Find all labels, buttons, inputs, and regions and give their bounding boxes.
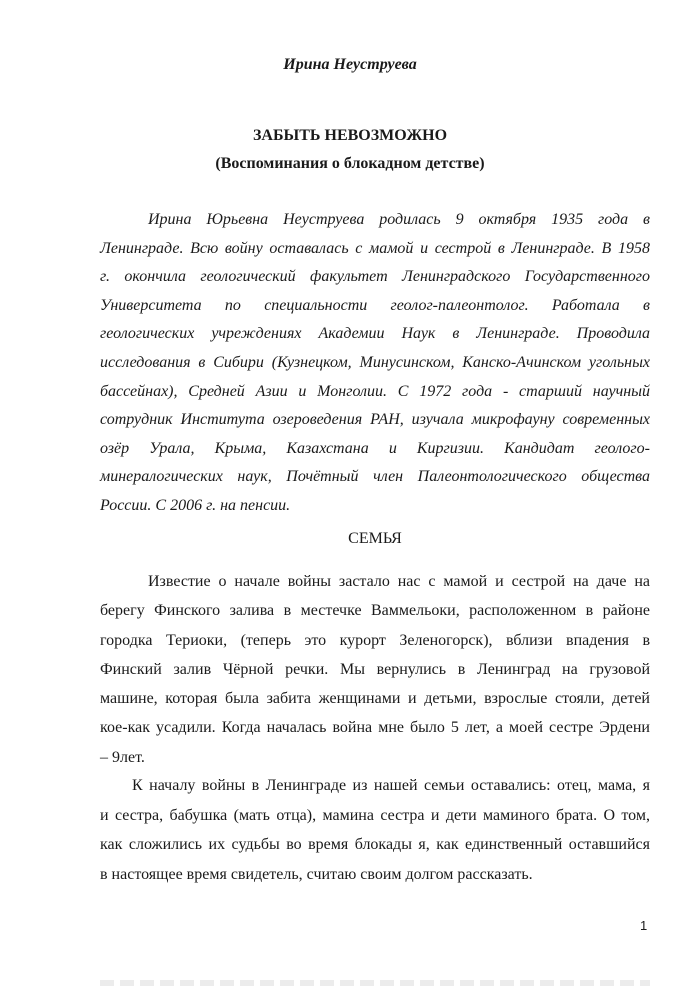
paragraph-line: Известие о начале войны застало нас с мамой и сестрой на даче на (148, 573, 650, 590)
paragraph-line: в настоящее время свидетель, считаю своим долгом рассказать. (100, 865, 533, 883)
paragraph-line: машине, которая была забита женщинами и детьми, взрослые стояли, детей (100, 690, 650, 708)
next-page-bleed (100, 980, 650, 986)
bio-line: бассейнах), Средней Азии и Монголии. С 1972 года - старший научный (100, 382, 650, 400)
bio-line: минералогических наук, Почётный член Палеонтологического общества (100, 468, 650, 486)
paragraph-line: берегу Финского залива в местечке Ваммельоки, расположенном в районе (100, 602, 650, 620)
author-biography (100, 206, 650, 521)
bio-line: сотрудник Института озероведения РАН, изучала микрофауну современных (100, 411, 650, 429)
paragraph-line: Финский залив Чёрной речки. Мы вернулись в Ленинград на грузовой (100, 660, 650, 678)
paragraph-line: городка Териоки, (теперь это курорт Зеленогорск), вблизи впадения в (100, 631, 650, 649)
paragraph-family-2 (100, 771, 650, 889)
bio-line: г. окончила геологический факультет Ленинградского Государственного (100, 268, 650, 286)
author-name: Ирина Неуструева (283, 56, 417, 73)
document-title (0, 122, 700, 178)
bio-line: России. С 2006 г. на пенсии. (100, 496, 291, 514)
bio-line: геологических учреждениях Академии Наук в Ленинграде. Проводила (100, 325, 650, 343)
bio-line: Университета по специальности геолог-палеонтолог. Работала в (100, 296, 650, 314)
title-main: ЗАБЫТЬ НЕВОЗМОЖНО (252, 127, 448, 144)
bio-line: озёр Урала, Крыма, Казахстана и Киргизии. Кандидат геолого- (100, 439, 650, 457)
paragraph-line: как сложились их судьбы во время блокады я, как единственный оставшийся (100, 836, 650, 853)
page-number: 1 (640, 918, 648, 933)
paragraph-line: К началу войны в Ленинграде из нашей семьи оставались: отец, мама, я (132, 777, 650, 794)
paragraph-line: и сестра, бабушка (мать отца), мамина сестра и дети маминого брата. О том, (100, 806, 650, 824)
title-subtitle: (Воспоминания о блокадном детстве) (215, 155, 485, 172)
paragraph-family-1 (100, 567, 650, 772)
paragraph-line: – 9лет. (100, 748, 145, 766)
bio-line: Ленинграде. Всю войну оставалась с мамой и сестрой в Ленинграде. В 1958 (100, 239, 650, 257)
paragraph-line: кое-как усадили. Когда началась война мне было 5 лет, а моей сестре Эрдени (100, 719, 650, 737)
bio-line: Ирина Юрьевна Неуструева родилась 9 октября 1935 года в (148, 211, 650, 228)
bio-line: исследования в Сибири (Кузнецком, Минусинском, Канско-Ачинском угольных (100, 353, 650, 371)
section-heading: СЕМЬЯ (348, 530, 402, 547)
